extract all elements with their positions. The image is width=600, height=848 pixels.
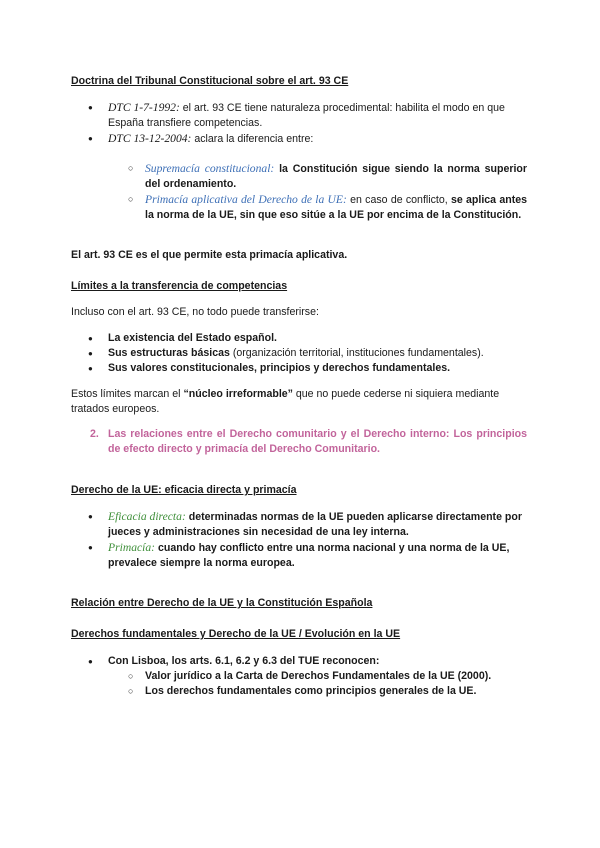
limite-estado: La existencia del Estado español.: [108, 332, 277, 344]
derechos-list: [88, 654, 528, 669]
principios-item: Los derechos fundamentales como principios generales de la UE.: [145, 685, 477, 697]
dtc-1992-text: el art. 93 CE tiene naturaleza procedimental: habilita el modo en que España transfiere competencias.: [108, 102, 505, 129]
limites-intro: Incluso con el art. 93 CE, no todo puede transferirse:: [71, 306, 319, 318]
limites-list: [88, 331, 528, 376]
primacia-ue-term: Primacía:: [108, 541, 156, 554]
heading-derecho-ue: Derecho de la UE: eficacia directa y primacía: [71, 484, 297, 496]
dtc-2004-text: aclara la diferencia entre:: [191, 133, 314, 145]
doctrina-conclusion: El art. 93 CE es el que permite esta primacía aplicativa.: [71, 249, 348, 261]
para-part: Estos límites marcan el: [71, 388, 184, 400]
limites-paragraph: [71, 387, 527, 417]
list-item: [88, 331, 528, 346]
limite-estructuras-detail: (organización territorial, instituciones fundamentales).: [229, 347, 484, 359]
list-item: [88, 509, 528, 540]
heading-doctrina: Doctrina del Tribunal Constitucional sobre el art. 93 CE: [71, 75, 349, 87]
list-item: [128, 161, 527, 192]
dtc-2004-ref: DTC 13-12-2004:: [108, 132, 192, 145]
dtc-1992-ref: DTC 1-7-1992:: [108, 101, 180, 114]
list-item: [88, 361, 528, 376]
lisboa-item: Con Lisboa, los arts. 6.1, 6.2 y 6.3 del TUE reconocen:: [108, 655, 380, 667]
supremacia-text: la Constitución sigue siendo la norma superior del ordenamiento.: [145, 163, 527, 190]
list-item: [88, 100, 528, 131]
carta-item: Valor jurídico a la Carta de Derechos Fundamentales de la UE (2000).: [145, 670, 492, 682]
heading-relacion: Relación entre Derecho de la UE y la Constitución Española: [71, 597, 373, 609]
doctrina-sublist: [128, 161, 527, 223]
list-item: [88, 654, 528, 669]
list-item: [88, 346, 528, 361]
limite-valores: Sus valores constitucionales, principios y derechos fundamentales.: [108, 362, 451, 374]
heading-derechos: Derechos fundamentales y Derecho de la UE / Evolución en la UE: [71, 628, 401, 640]
list-item: [128, 192, 527, 223]
eficacia-text: determinadas normas de la UE pueden aplicarse directamente por jueces y administraciones sin necesidad de una ley interna.: [108, 511, 522, 538]
heading-limites: Límites a la transferencia de competencias: [71, 280, 288, 292]
derechos-sublist: [128, 669, 527, 699]
eficacia-term: Eficacia directa:: [108, 510, 186, 523]
primacia-term: Primacía aplicativa del Derecho de la UE:: [145, 193, 347, 206]
derecho-ue-list: [88, 509, 528, 571]
doctrina-list: [88, 100, 528, 147]
list-item: [128, 669, 527, 684]
section-number: 2.: [90, 428, 99, 440]
list-item: [88, 540, 528, 571]
primacia-text-b: se aplica antes la norma de la UE, sin que eso sitúe a la UE por encima de la Constitución.: [145, 194, 528, 221]
list-item: [88, 131, 528, 147]
primacia-text-a: en caso de conflicto,: [346, 194, 451, 206]
limite-estructuras: Sus estructuras básicas: [108, 347, 230, 359]
section-title: Las relaciones entre el Derecho comunitario y el Derecho interno: Los principios de efecto directo y primacía del Derecho Comunitario.: [108, 428, 527, 455]
para-part: que no puede cederse ni siquiera mediante tratados europeos.: [71, 388, 500, 415]
supremacia-term: Supremacía constitucional:: [145, 162, 275, 175]
primacia-ue-text: cuando hay conflicto entre una norma nacional y una norma de la UE, prevalece siempre la norma europea.: [108, 542, 510, 569]
nucleo-irreformable: “núcleo irreformable”: [183, 388, 293, 400]
list-item: [128, 684, 527, 699]
section-2-heading: [90, 427, 527, 457]
